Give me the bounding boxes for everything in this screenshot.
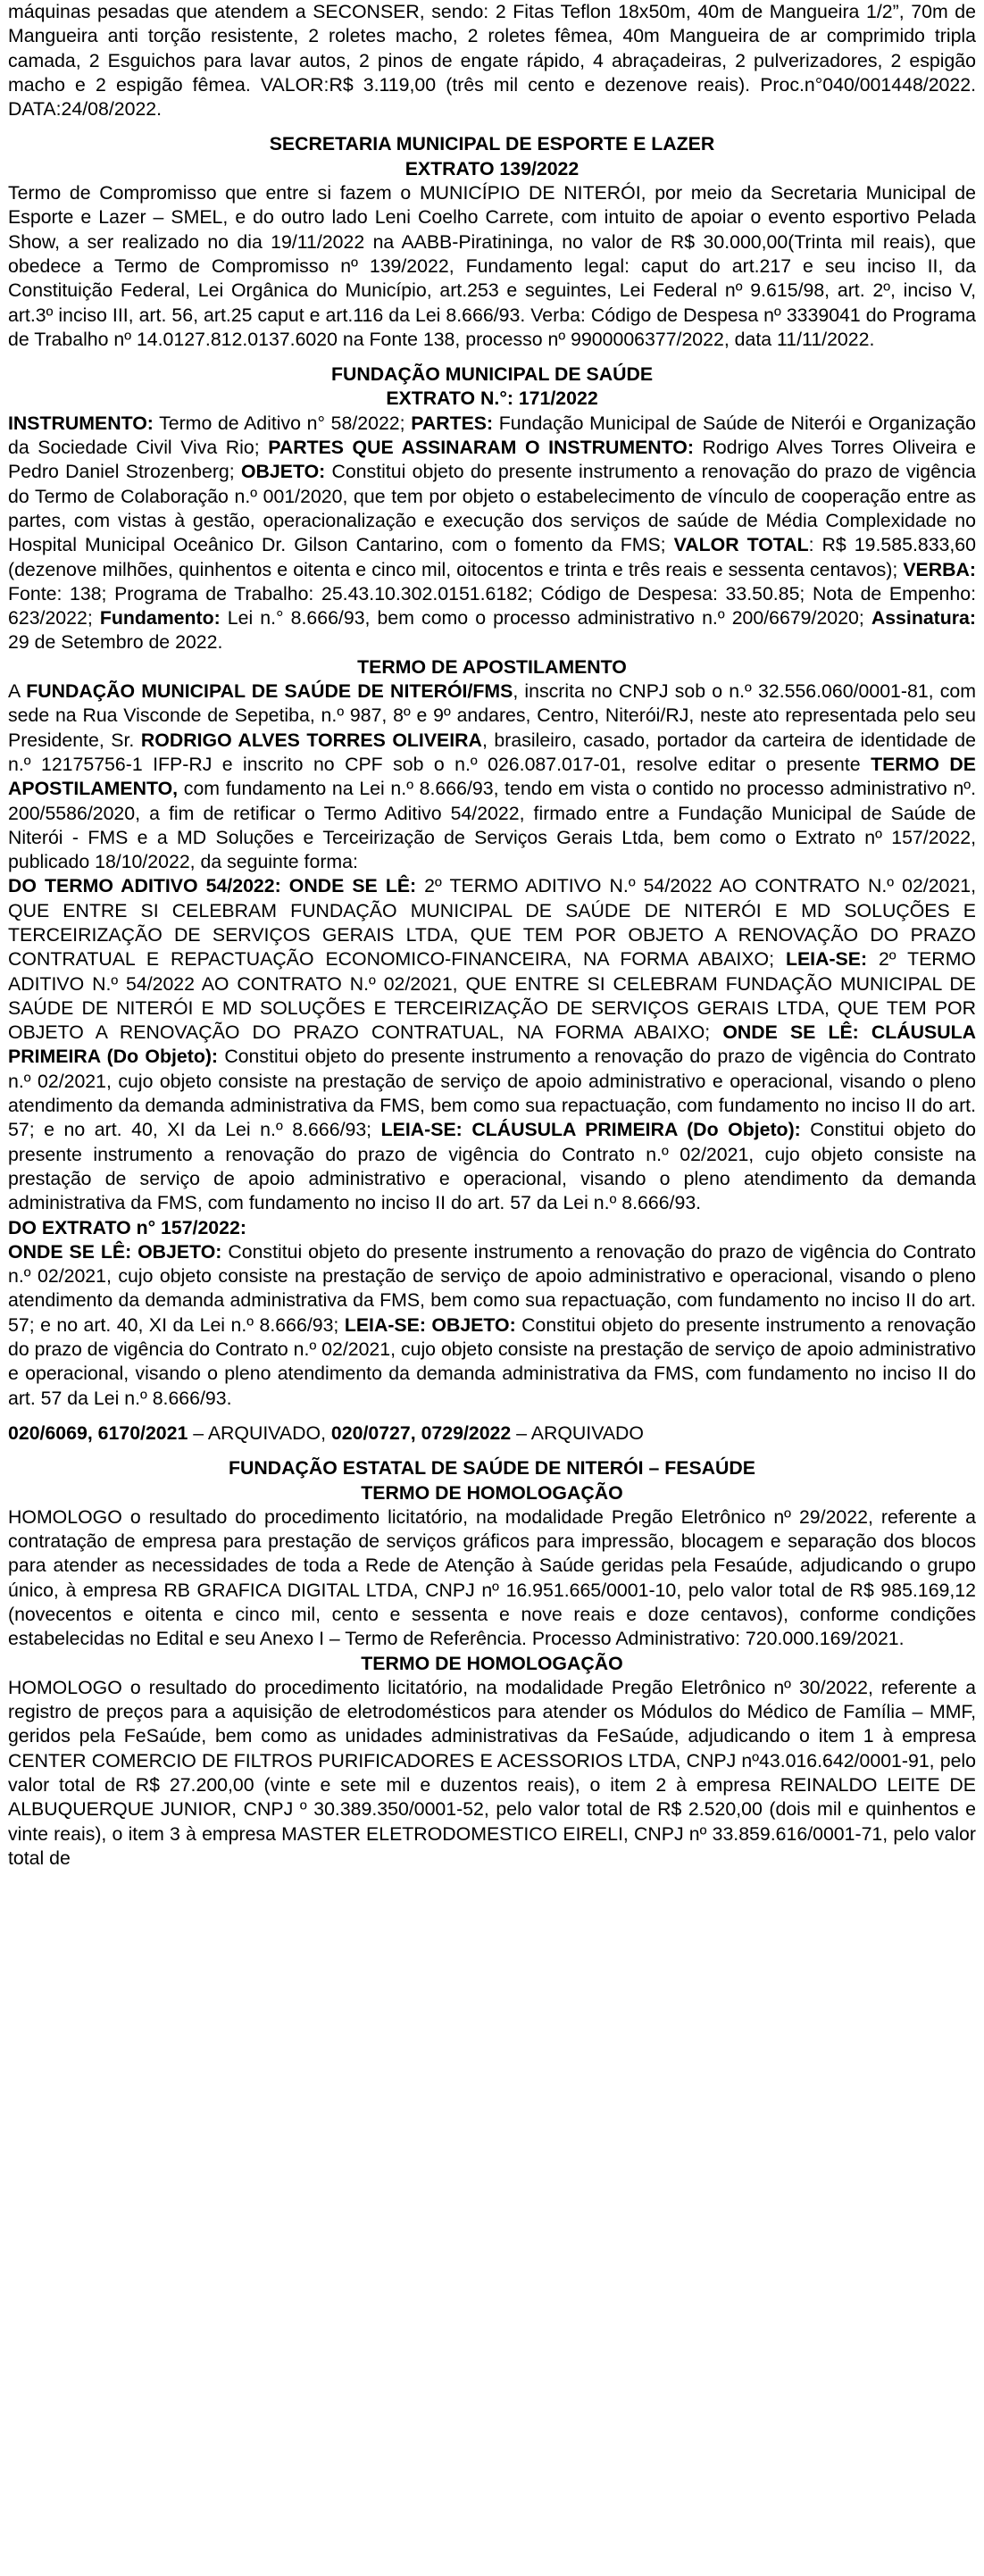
field-value: Fonte: 138; Programa de Trabalho: 25.43.10.302.0151.6182; Código de Despesa: 33.50.85; Nota de Empenho: 623/2022; <box>8 582 976 629</box>
text-run: 2º TERMO ADITIVO N.º 54/2022 AO CONTRATO N.º 02/2021, QUE ENTRE SI CELEBRAM FUNDAÇÃO MUNICIPAL DE SAÚDE DE NITERÓI E MD SOLUÇÕES E TERCEIRIZAÇÃO DE SERVIÇOS GERAIS LTDA, QUE TEM POR OBJETO A RENOVAÇÃO DO PRAZO CONTRATUAL, NA FORMA ABAIXO; <box>8 948 976 1044</box>
homologacao-title: TERMO DE HOMOLOGAÇÃO <box>361 1481 623 1504</box>
term-name: TERMO DE APOSTILAMENTO, <box>8 753 976 800</box>
field-label: VERBA: <box>903 558 976 580</box>
field-label: PARTES QUE ASSINARAM O INSTRUMENTO: <box>268 437 694 459</box>
field-value: Constitui objeto do presente instrumento a renovação do prazo de vigência do Termo de Colaboração n.º 001/2020, que tem por objeto o estabelecimento de vínculo de cooperação entre as partes, com vistas à gestão, operacionalização e execução dos serviços de saúde de Média Complexidade no Hospital Municipal Oceânico Dr. Gilson Cantarino, com o fomento da FMS; <box>8 461 976 556</box>
extrato-157-heading <box>8 1216 976 1240</box>
extrato-157-retificacao <box>8 1240 976 1411</box>
president-name: RODRIGO ALVES TORRES OLIVEIRA <box>140 729 482 751</box>
field-label: DO TERMO ADITIVO 54/2022: ONDE SE LÊ: <box>8 875 417 897</box>
process-numbers: 020/0727, 0729/2022 <box>330 1421 512 1444</box>
organization-name: FUNDAÇÃO MUNICIPAL DE SAÚDE DE NITERÓI/FMS <box>26 680 513 703</box>
extrato-171-body <box>8 412 976 655</box>
section-heading: SECRETARIA MUNICIPAL DE ESPORTE E LAZER <box>269 133 715 155</box>
text-run: , brasileiro, casado, portador da carteira de identidade de n.º 12175756-1 IFP-RJ e inscrito no CPF sob o n.º 026.087.017-01, resolve editar o presente <box>8 729 976 775</box>
field-value: Fundação Municipal de Saúde de Niterói e Organização da Sociedade Civil Viva Rio; <box>8 412 976 459</box>
apostilamento-body <box>8 679 976 874</box>
text-run: – ARQUIVADO <box>511 1421 644 1444</box>
section-heading: FUNDAÇÃO MUNICIPAL DE SAÚDE <box>330 363 654 386</box>
homologacao-body: HOMOLOGO o resultado do procedimento licitatório, na modalidade Pregão Eletrônico nº 30/2022, referente a registro de preços para a aquisição de eletrodomésticos para atender os Módulos do Médico de Família – MMF, geridos pela FeSaúde, bem como as unidades administrativas da FeSaúde, adjudicando o item 1 à empresa CENTER COMERCIO DE FILTROS PURIFICADORES E ACESSORIOS LTDA, CNPJ nº43.016.642/0001-91, pelo valor total de R$ 27.200,00 (vinte e sete mil e duzentos reais), o item 2 à empresa REINALDO LEITE DE ALBUQUERQUE JUNIOR, CNPJ º 30.389.350/0001-52, pelo valor total de R$ 2.520,00 (dois mil e quinhentos e vinte reais), o item 3 à empresa MASTER ELETRODOMESTICO EIRELI, CNPJ nº 33.859.616/0001-71, pelo valor total de <box>8 1676 976 1869</box>
field-label: VALOR TOTAL <box>673 534 809 556</box>
field-label: LEIA-SE: OBJETO: <box>344 1313 516 1336</box>
aditivo-retificacao <box>8 874 976 1215</box>
field-value: 29 de Setembro de 2022. <box>8 631 223 654</box>
section-heading: FUNDAÇÃO ESTATAL DE SAÚDE DE NITERÓI – FESAÚDE <box>228 1457 756 1480</box>
field-label: Fundamento: <box>99 607 221 629</box>
extrato-title: EXTRATO N.°: 171/2022 <box>386 388 598 410</box>
field-label: LEIA-SE: CLÁUSULA PRIMEIRA (Do Objeto): <box>380 1119 801 1141</box>
extrato-body: Termo de Compromisso que entre si fazem o MUNICÍPIO DE NITERÓI, por meio da Secretaria Municipal de Esporte e Lazer – SMEL, e do outro lado Leni Coelho Carrete, com intuito de apoiar o evento esportivo Pelada Show, a ser realizado no dia 19/11/2022 na AABB-Piratininga, no valor de R$ 30.000,00(Trinta mil reais), que obedece a Termo de Compromisso nº 139/2022, Fundamento legal: caput do art.217 e seu inciso II, da Constituição Federal, Lei Orgânica do Município, art.253 e seguintes, Lei Federal nº 9.615/98, art. 2º, inciso V, art.3º inciso III, art. 56, art.25 caput e art.116 da Lei 8.666/93. Verba: Código de Despesa nº 3339041 do Programa de Trabalho nº 14.0127.812.0137.6020 na Fonte 138, processo nº 9900006377/2022, data 11/11/2022. <box>8 182 976 350</box>
field-value: Termo de Aditivo n° 58/2022; <box>153 412 412 434</box>
field-value: Lei n.° 8.666/93, bem como o processo administrativo n.º 200/6679/2020; <box>220 607 871 629</box>
intro-paragraph: máquinas pesadas que atendem a SECONSER, sendo: 2 Fitas Teflon 18x50m, 40m de Mangueira 1/2”, 70m de Mangueira anti torção resistente, 2 roletes macho, 2 roletes fêmea, 40m Mangueira de ar comprimido tripla camada, 2 Esguichos para lavar autos, 2 pinos de engate rápido, 4 abraçadeiras, 2 pulverizadores, 2 espigão macho e 2 espigão fêmea. VALOR:R$ 3.119,00 (três mil cento e dezenove reais). Proc.n°040/001448/2022. DATA:24/08/2022. <box>8 1 976 121</box>
heading-text: DO EXTRATO n° 157/2022: <box>8 1216 246 1238</box>
homologacao-body: HOMOLOGO o resultado do procedimento licitatório, na modalidade Pregão Eletrônico nº 29/2022, referente a contratação de empresa para prestação de serviços gráficos para impressão, blocagem e separação dos blocos para atender as necessidades de toda a Rede de Atenção à Saúde geridas pela Fesaúde, adjudicando o grupo único, à empresa RB GRAFICA DIGITAL LTDA, CNPJ nº 16.951.665/0001-10, pelo valor total de R$ 985.169,12 (novecentos e oitenta e cinco mil, cento e sessenta e nove reais e doze centavos), conforme condições estabelecidas no Edital e seu Anexo I – Termo de Referência. Processo Administrativo: 720.000.169/2021. <box>8 1505 976 1650</box>
section-esporte <box>8 132 976 352</box>
field-label: PARTES: <box>411 412 494 434</box>
text-run: com fundamento na Lei n.º 8.666/93, tendo em vista o contido no processo administrativo nº. 200/5586/2020, a fim de retificar o Termo Aditivo 54/2022, firmado entre a Fundação Municipal de Saúde de Niterói - FMS e a MD Soluções e Terceirização de Serviços Gerais Ltda, bem como o Extrato nº 157/2022, publicado 18/10/2022, da seguinte forma: <box>8 778 976 873</box>
text-run: Constitui objeto do presente instrumento a renovação do prazo de vigência do Contrato n.º 02/2021, cujo objeto consiste na prestação de serviço de apoio administrativo e operacional, visando o pleno atendimento da demanda administrativa da FMS, bem como sua repactuação, com fundamento no inciso II do art. 57; e no art. 40, XI da Lei n.º 8.666/93; <box>8 1240 976 1336</box>
text-run: 2º TERMO ADITIVO N.º 54/2022 AO CONTRATO N.º 02/2021, QUE ENTRE SI CELEBRAM FUNDAÇÃO MUNICIPAL DE SAÚDE DE NITERÓI E MD SOLUÇÕES E TERCEIRIZAÇÃO DE SERVIÇOS GERAIS LTDA, QUE TEM POR OBJETO A RENOVAÇÃO DO PRAZO CONTRATUAL E REPACTUAÇÃO ECONOMICO-FINANCEIRA, NA FORMA ABAIXO; <box>8 875 976 971</box>
field-value: Rodrigo Alves Torres Oliveira e Pedro Daniel Strozenberg; <box>8 437 976 483</box>
field-value: : R$ 19.585.833,60 (dezenove milhões, quinhentos e oitenta e cinco mil, oitocentos e trinta e três reais e sessenta centavos); <box>8 534 976 580</box>
section-fms <box>8 363 976 1446</box>
field-label: ONDE SE LÊ: CLÁUSULA PRIMEIRA (Do Objeto): <box>8 1021 976 1068</box>
field-label: ONDE SE LÊ: OBJETO: <box>8 1240 222 1263</box>
text-run: Constitui objeto do presente instrumento a renovação do prazo de vigência do Contrato n.º 02/2021, cujo objeto consiste na prestação de serviço de apoio administrativo e operacional, visando o pleno atendimento da demanda administrativa da FMS, com fundamento no inciso II do art. 57 da Lei n.º 8.666/93. <box>8 1119 976 1214</box>
extrato-title: EXTRATO 139/2022 <box>404 157 580 179</box>
arquivado-line <box>8 1421 976 1446</box>
text-run: , inscrita no CNPJ sob o n.º 32.556.060/0001-81, com sede na Rua Visconde de Sepetiba, n.º 987, 8º e 9º andares, Centro, Niterói/RJ, neste ato representada pelo seu Presidente, Sr. <box>8 680 977 751</box>
field-label: INSTRUMENTO: <box>8 412 154 434</box>
homologacao-title: TERMO DE HOMOLOGAÇÃO <box>361 1652 623 1674</box>
process-numbers: 020/6069, 6170/2021 <box>8 1421 188 1444</box>
text-run: Constitui objeto do presente instrumento a renovação do prazo de vigência do Contrato n.º 02/2021, cujo objeto consiste na prestação de serviço de apoio administrativo e operacional, visando o pleno atendimento da demanda administrativa da FMS, bem como sua repactuação, com fundamento no inciso II do art. 57; e no art. 40, XI da Lei n.º 8.666/93; <box>8 1046 976 1141</box>
text-run: A <box>8 680 27 703</box>
section-fesaude <box>8 1456 976 1871</box>
field-label: Assinatura: <box>871 607 976 629</box>
apostilamento-title: TERMO DE APOSTILAMENTO <box>357 655 627 678</box>
field-label: LEIA-SE: <box>785 948 868 971</box>
text-run: Constitui objeto do presente instrumento a renovação do prazo de vigência do Contrato n.º 02/2021, cujo objeto consiste na prestação de serviço de apoio administrativo e operacional, visando o pleno atendimento da demanda administrativa da FMS, com fundamento no inciso II do art. 57 da Lei n.º 8.666/93. <box>8 1313 976 1409</box>
text-run: – ARQUIVADO, <box>188 1421 331 1444</box>
field-label: OBJETO: <box>240 461 326 483</box>
